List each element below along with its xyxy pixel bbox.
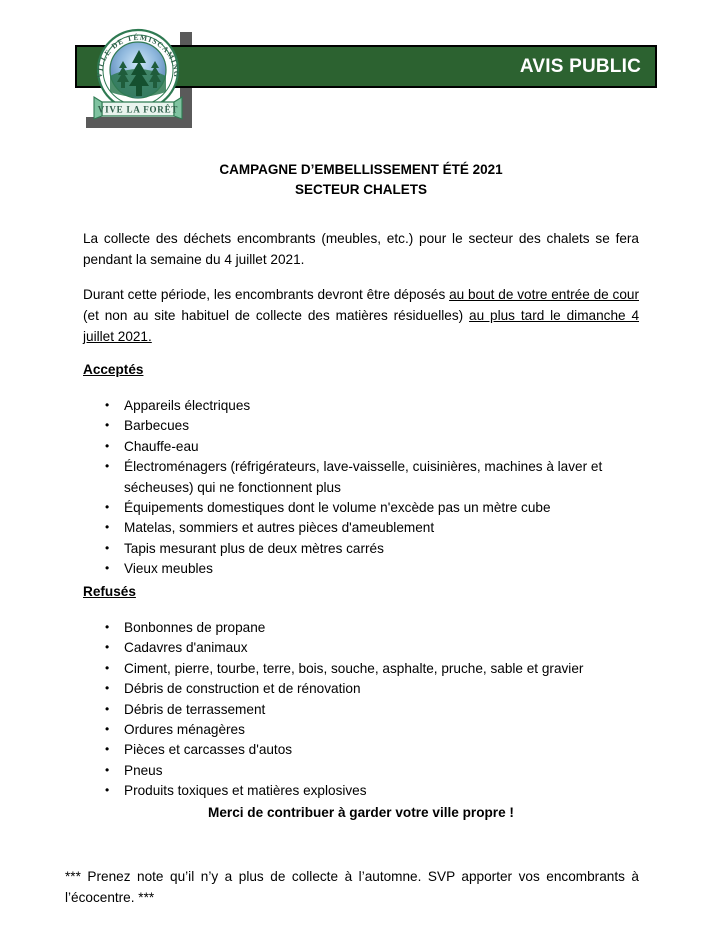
list-item: • Pièces et carcasses d'autos [83,740,639,760]
list-item: • Électroménagers (réfrigérateurs, lave-vaisselle, cuisinières, machines à laver et sécheuses) qui ne fonctionnent plus [83,457,639,498]
deposit-emphasis-location: au bout de votre entrée de cour [449,286,639,302]
accepted-section-heading: Acceptés [83,362,144,377]
page-title [83,160,639,200]
list-item: • Tapis mesurant plus de deux mètres carrés [83,539,639,559]
title-line-1: CAMPAGNE D’EMBELLISSEMENT ÉTÉ 2021 [219,162,503,177]
footnote-note: *** Prenez note qu’il n’y a plus de collecte à l’automne. SVP apporter vos encombrants à l’écocentre. *** [65,868,639,905]
logo-ribbon-text: VIVE LA FORÊT [97,104,179,115]
deposit-emphasis-deadline: au plus tard le dimanche 4 juillet 2021. [83,307,640,344]
list-item: • Cadavres d'animaux [83,638,639,658]
refused-items-list [83,618,639,802]
document-header [0,0,720,140]
thanks-message: Merci de contribuer à garder votre ville propre ! [208,805,514,820]
list-item: • Bonbonnes de propane [83,618,639,638]
logo-arc-text: VILLE DE TÉMISCAMING [94,32,182,79]
accepted-items-list [83,396,639,580]
list-item: • Ordures ménagères [83,720,639,740]
list-item: • Débris de terrassement [83,700,639,720]
list-item: • Appareils électriques [83,396,639,416]
deposit-instructions-paragraph [83,284,639,347]
title-line-2: SECTEUR CHALETS [294,182,427,197]
list-item: • Pneus [83,761,639,781]
list-item: • Débris de construction et de rénovation [83,679,639,699]
list-item: • Barbecues [83,416,639,436]
avis-public-label: AVIS PUBLIC [519,55,641,77]
city-logo [88,18,188,126]
list-item: • Équipements domestiques dont le volume n'excède pas un mètre cube [83,498,639,518]
list-item: • Vieux meubles [83,559,639,579]
list-item: • Produits toxiques et matières explosives [83,781,639,801]
deposit-text-part-1: Durant cette période, les encombrants devront être déposés [83,286,450,302]
intro-paragraph: La collecte des déchets encombrants (meubles, etc.) pour le secteur des chalets se fera pendant la semaine du 4 juillet 2021. [83,230,639,267]
list-item: • Chauffe-eau [83,437,639,457]
list-item: • Ciment, pierre, tourbe, terre, bois, souche, asphalte, pruche, sable et gravier [83,659,639,679]
list-item: • Matelas, sommiers et autres pièces d'ameublement [83,518,639,538]
deposit-text-part-2: (et non au site habituel de collecte des matières résiduelles) [83,307,470,323]
refused-section-heading: Refusés [83,584,136,599]
